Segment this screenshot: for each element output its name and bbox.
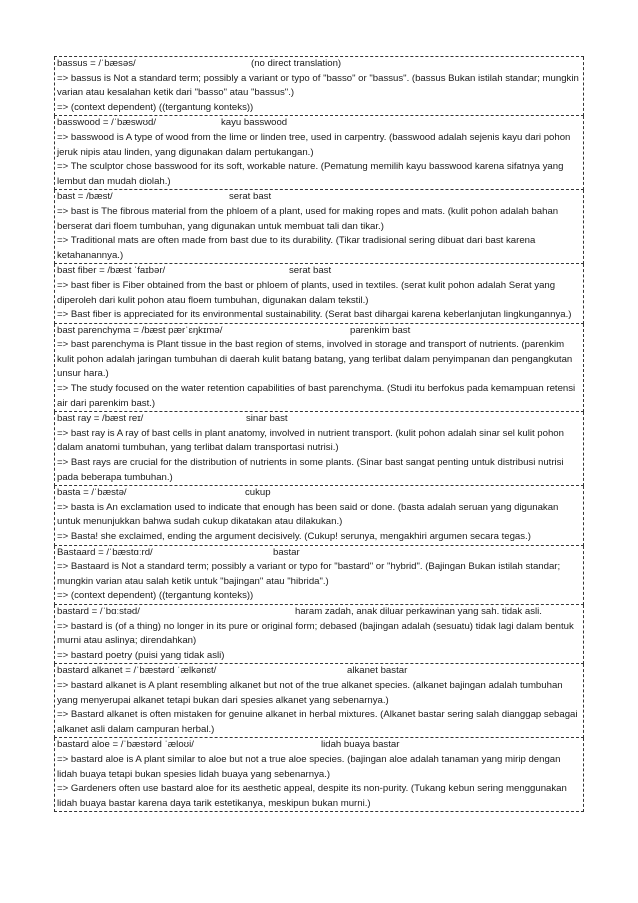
entry-translation: serat bast [289, 265, 332, 277]
entry-definition: => bast is The fibrous material from the phloem of a plant, used for making ropes and mats. (kulit pohon adalah bahan berserat dari floem tumbuhan, yang digunakan untuk membuat tali dan tikar.) [57, 205, 559, 232]
entry-translation: cukup [245, 487, 271, 499]
entry-bast-parenchyma [54, 324, 584, 413]
entry-term: basta = /ˈbæstə/ [57, 487, 127, 499]
entry-head [57, 57, 582, 72]
entry-term: Bastaard = /ˈbæstɑːrd/ [57, 546, 153, 558]
entry-term: bastard alkanet = /ˈbæstərd ˈælkənɛt/ [57, 665, 217, 677]
entry-definition: => bast parenchyma is Plant tissue in the bast region of stems, involved in storage and transport of nutrients. (parenkim kulit pohon adalah jaringan tumbuhan di daerah kulit batang batang, yang terlibat dalam penyimpanan dan pengangkutan unsur hara.) [57, 339, 573, 380]
entry-translation: parenkim bast [350, 324, 411, 336]
entry-basta [54, 486, 584, 545]
entry-translation: (no direct translation) [251, 58, 342, 69]
entry-example: => bastard poetry (puisi yang tidak asli) [57, 649, 225, 661]
entry-definition: => bastard alkanet is A plant resembling alkanet but not of the true alkanet species. (alkanet bajingan adalah tumbuhan yang menyerupai alkanet tetapi bukan dari spesies alkanet yang sebenarnya.) [57, 679, 563, 706]
entry-example: => The study focused on the water retention capabilities of bast parenchyma. (Studi itu berfokus pada kemampuan retensi air dari parenkim bast.) [57, 383, 576, 409]
entry-example: => The sculptor chose basswood for its soft, workable nature. (Pematung memilih kayu basswood karena sifatnya yang lembut dan mudah diolah.) [57, 161, 564, 187]
entry-head [57, 264, 582, 279]
entry-definition: => bastard is (of a thing) no longer in its pure or original form; debased (bajingan adalah (sesuatu) tidak lagi dalam bentuk murni atau aslinya; direndahkan) [57, 620, 574, 647]
entry-head [57, 116, 582, 131]
entry-example: => (context dependent) ((tergantung konteks)) [57, 101, 254, 113]
entry-term: bast ray = /bæst reɪ/ [57, 413, 144, 425]
entry-example: => Bast rays are crucial for the distribution of nutrients in some plants. (Sinar bast sangat penting untuk distribusi nutrisi pada beberapa tumbuhan.) [57, 457, 564, 483]
entry-term: bastard aloe = /ˈbæstərd ˈæloʊi/ [57, 739, 194, 751]
entry-definition: => bast ray is A ray of bast cells in plant anatomy, involved in nutrient transport. (kulit pohon adalah sinar sel kulit pohon dalam anatomi tumbuhan, yang terlibat dalam transportasi nutrisi.) [57, 427, 564, 454]
entry-term: bassus = /ˈbæsəs/ [57, 58, 136, 69]
entry-head [57, 664, 582, 679]
entry-translation: haram zadah, anak diluar perkawinan yang sah. tidak asli. [295, 605, 542, 617]
entry-translation: lidah buaya bastar [321, 739, 400, 751]
entry-definition: => basta is An exclamation used to indicate that enough has been said or done. (basta adalah seruan yang digunakan untuk menunjukkan bahwa sudah cukup dikatakan atau dilakukan.) [57, 501, 559, 528]
entry-bast-ray [54, 412, 584, 486]
entry-head [57, 190, 582, 205]
entry-head [57, 412, 582, 427]
entry-definition: => bastard aloe is A plant similar to aloe but not a true aloe species. (bajingan aloe adalah tanaman yang mirip dengan lidah buaya tetapi bukan spesies lidah buaya yang sebenarnya.) [57, 753, 561, 780]
entry-term: bast fiber = /bæst ˈfaɪbər/ [57, 265, 166, 277]
entry-example: => Basta! she exclaimed, ending the argument decisively. (Cukup! serunya, mengakhiri argumen secara tegas.) [57, 531, 531, 542]
entry-bast-fiber [54, 264, 584, 323]
entry-head [57, 738, 582, 753]
entry-head [57, 605, 582, 620]
entry-definition: => bast fiber is Fiber obtained from the bast or phloem of plants, used in textiles. (serat kulit pohon adalah Serat yang diperoleh dari kulit pohon atau floem tumbuhan, digunakan dalam tekstil.) [57, 279, 556, 306]
entry-example: => Traditional mats are often made from bast due to its durability. (Tikar tradisional sering dibuat dari bast karena ketahanannya.) [57, 235, 536, 261]
entry-definition: => basswood is A type of wood from the lime or linden tree, used in carpentry. (basswood adalah sejenis kayu dari pohon jeruk nipis atau linden, yang digunakan dalam pertukangan.) [57, 131, 571, 158]
entry-term: bast parenchyma = /bæst pærˈɛŋkɪmə/ [57, 324, 223, 336]
entry-head [57, 546, 582, 561]
entry-definition: => bassus is Not a standard term; possibly a variant or typo of "basso" or "bassus". (bassus Bukan istilah standar; mungkin varian atau kesalahan ketik dari "basso" atau "bassus".) [57, 72, 579, 99]
entry-bastard-aloe [54, 738, 584, 812]
entry-bassus [54, 57, 584, 116]
entry-example: => Gardeners often use bastard aloe for its aesthetic appeal, despite its non-purity. (Tukang kebun sering menggunakan lidah buaya bastar karena daya tarik estetikanya, meskipun bukan murni.) [57, 783, 567, 809]
entry-term: basswood = /ˈbæswʊd/ [57, 117, 157, 129]
entry-translation: alkanet bastar [347, 665, 408, 677]
entry-bastard [54, 605, 584, 664]
entry-bastaard [54, 546, 584, 605]
entry-example: => Bast fiber is appreciated for its environmental sustainability. (Serat bast dihargai karena keberlanjutan lingkungannya.) [57, 309, 572, 321]
entry-bast [54, 190, 584, 264]
entry-translation: sinar bast [246, 413, 288, 425]
entry-translation: kayu basswood [221, 117, 288, 129]
entry-example: => Bastard alkanet is often mistaken for genuine alkanet in herbal mixtures. (Alkanet bastar sering salah dianggap sebagai alkanet asli dalam campuran herbal.) [57, 709, 578, 735]
entry-term: bast = /bæst/ [57, 191, 113, 203]
entry-term: bastard = /ˈbɑːstəd/ [57, 605, 140, 617]
dictionary-page [54, 56, 584, 812]
entry-bastard-alkanet [54, 664, 584, 738]
entry-example: => (context dependent) ((tergantung konteks)) [57, 590, 254, 602]
entry-head [57, 324, 582, 339]
entry-head [57, 486, 582, 501]
entry-definition: => Bastaard is Not a standard term; possibly a variant or typo for "bastard" or "hybrid". (Bajingan Bukan istilah standar; mungkin varian atau salah ketik untuk "bajingan" atau "hibrida".) [57, 561, 561, 587]
entry-translation: bastar [273, 546, 300, 558]
entry-basswood [54, 116, 584, 190]
entry-translation: serat bast [229, 191, 272, 203]
